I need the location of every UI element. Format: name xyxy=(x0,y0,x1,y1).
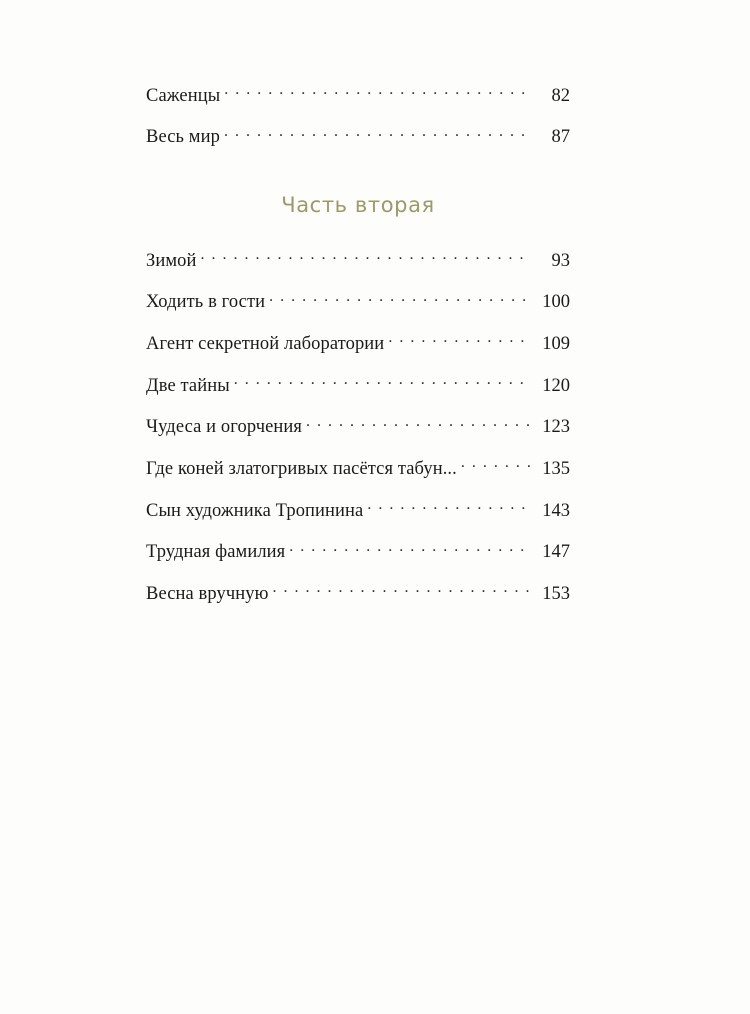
dot-leader xyxy=(201,247,530,266)
list-item[interactable] xyxy=(146,331,570,357)
part-heading: Часть вторая xyxy=(281,193,435,218)
list-item[interactable] xyxy=(146,497,570,523)
toc-entry-page: 109 xyxy=(542,334,570,354)
dot-leader xyxy=(388,331,530,350)
toc-entry-title: Сын художника Тропинина xyxy=(146,500,364,521)
list-item[interactable] xyxy=(146,82,570,108)
dot-leader xyxy=(224,124,530,143)
list-item[interactable] xyxy=(146,289,570,315)
toc-entry-page: 153 xyxy=(542,583,570,604)
toc-entry-page: 120 xyxy=(542,375,570,396)
toc-entry-page: 147 xyxy=(542,542,570,563)
toc-entry-title: Где коней златогривых пасётся табун... xyxy=(146,458,457,479)
toc-entry-title: Весь мир xyxy=(146,127,220,148)
toc-entry-page: 82 xyxy=(551,85,570,106)
list-item[interactable] xyxy=(146,580,570,606)
dot-leader xyxy=(461,455,530,474)
toc-entry-title: Трудная фамилия xyxy=(146,542,286,563)
list-item[interactable] xyxy=(146,414,570,440)
toc-group-part-two xyxy=(146,247,570,606)
table-of-contents xyxy=(146,82,570,622)
dot-leader xyxy=(269,289,530,308)
list-item[interactable] xyxy=(146,247,570,273)
list-item[interactable] xyxy=(146,455,570,481)
dot-leader xyxy=(273,580,530,599)
dot-leader xyxy=(367,497,530,516)
toc-group-part-one-tail xyxy=(146,82,570,149)
toc-entry-title: Две тайны xyxy=(146,375,230,396)
dot-leader xyxy=(289,539,530,558)
dot-leader xyxy=(224,82,530,101)
dot-leader xyxy=(306,414,530,433)
toc-entry-title: Весна вручную xyxy=(146,583,269,604)
toc-entry-page: 100 xyxy=(542,292,570,313)
list-item[interactable] xyxy=(146,539,570,565)
toc-entry-title: Саженцы xyxy=(146,85,221,106)
toc-entry-page: 93 xyxy=(551,250,570,271)
toc-entry-page: 143 xyxy=(542,500,570,521)
dot-leader xyxy=(234,372,530,391)
toc-entry-title: Чудеса и огорчения xyxy=(146,417,303,438)
toc-entry-page: 123 xyxy=(542,417,570,438)
toc-entry-title: Агент секретной лаборатории xyxy=(146,334,385,354)
toc-entry-page: 135 xyxy=(542,458,570,479)
toc-entry-title: Зимой xyxy=(146,250,197,271)
list-item[interactable] xyxy=(146,372,570,398)
toc-entry-title: Ходить в гости xyxy=(146,292,266,313)
toc-entry-page: 87 xyxy=(551,127,570,148)
list-item[interactable] xyxy=(146,124,570,150)
